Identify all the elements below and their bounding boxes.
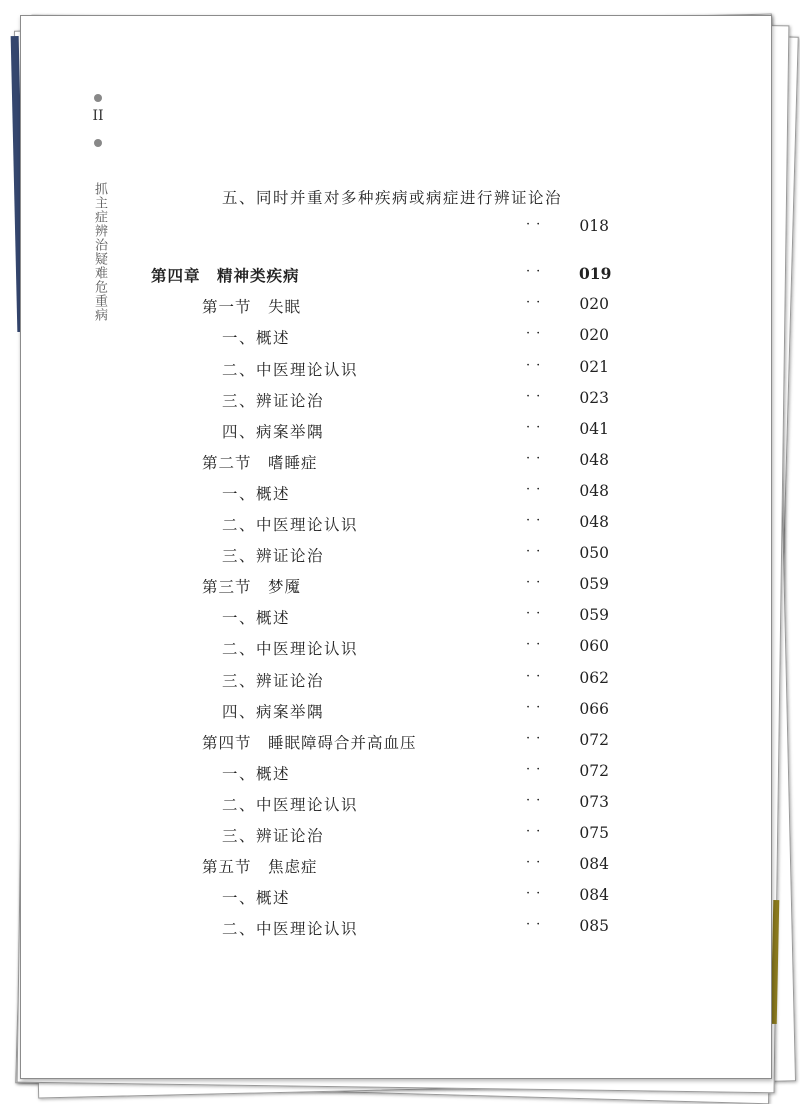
toc-entry-label: 一、概述 xyxy=(222,329,291,347)
toc-page-number: 048 xyxy=(579,513,609,531)
toc-row-item[interactable] xyxy=(21,482,771,504)
toc-entry-label: 四、病案举隅 xyxy=(222,423,325,441)
toc-row-section[interactable] xyxy=(21,855,771,877)
toc-page-number: 066 xyxy=(579,700,609,718)
toc-page-number: 075 xyxy=(579,824,609,842)
toc-entry-label: 一、概述 xyxy=(222,765,291,783)
toc-entry-label: 第二节 嗜睡症 xyxy=(202,454,318,472)
toc-leader-dots: ·· xyxy=(526,669,547,684)
toc-leader-dots: ·· xyxy=(526,762,547,777)
toc-entry-label: 二、中医理论认识 xyxy=(222,920,359,938)
toc-row-item[interactable] xyxy=(21,886,771,908)
toc-entry-label: 一、概述 xyxy=(222,609,291,627)
toc-entry-label: 四、病案举隅 xyxy=(222,703,325,721)
toc-row-item[interactable] xyxy=(21,544,771,566)
toc-entry-label: 二、中医理论认识 xyxy=(222,640,359,658)
toc-entry-label: 二、中医理论认识 xyxy=(222,796,359,814)
toc-page-number: 059 xyxy=(579,575,609,593)
toc-row-item[interactable] xyxy=(21,358,771,380)
page-number: II xyxy=(92,108,104,124)
toc-row-cont[interactable] xyxy=(21,217,771,239)
toc-row-item[interactable] xyxy=(21,326,771,348)
toc-entry-label: 三、辨证论治 xyxy=(222,547,325,565)
toc-page-number: 021 xyxy=(579,358,609,376)
toc-leader-dots: ·· xyxy=(526,420,547,435)
toc-leader-dots: ·· xyxy=(526,824,547,839)
toc-entry-label: 第四章 精神类疾病 xyxy=(151,266,300,285)
toc-entry-label: 第四节 睡眠障碍合并高血压 xyxy=(202,734,417,752)
toc-page-number: 019 xyxy=(579,264,612,283)
toc-page-number: 023 xyxy=(579,389,609,407)
toc-row-item[interactable] xyxy=(21,762,771,784)
toc-leader-dots: ·· xyxy=(526,358,547,373)
toc-page-number: 072 xyxy=(579,731,609,749)
toc-leader-dots: ·· xyxy=(526,451,547,466)
toc-page-number: 085 xyxy=(579,917,609,935)
toc-entry-label: 第五节 焦虑症 xyxy=(202,858,318,876)
toc-leader-dots: ·· xyxy=(526,606,547,621)
toc-entry-label: 一、概述 xyxy=(222,485,291,503)
toc-leader-dots: ·· xyxy=(526,731,547,746)
toc-leader-dots: ·· xyxy=(526,637,547,652)
toc-row-item[interactable] xyxy=(21,606,771,628)
toc-entry-label: 五、同时并重对多种疾病或病症进行辨证论治 xyxy=(222,189,563,207)
toc-entry-label: 三、辨证论治 xyxy=(222,672,325,690)
toc-page-number: 020 xyxy=(579,295,609,313)
toc-leader-dots: ·· xyxy=(526,855,547,870)
toc-row-section[interactable] xyxy=(21,575,771,597)
toc-leader-dots: ·· xyxy=(526,917,547,932)
toc-leader-dots: ·· xyxy=(526,544,547,559)
toc-leader-dots: ·· xyxy=(526,575,547,590)
toc-leader-dots: ·· xyxy=(526,513,547,528)
toc-row-item[interactable] xyxy=(21,186,771,208)
toc-page-number: 050 xyxy=(579,544,609,562)
toc-row-section[interactable] xyxy=(21,295,771,317)
toc-entry-label: 第一节 失眠 xyxy=(202,298,302,316)
toc-page-number: 048 xyxy=(579,451,609,469)
toc-entry-label: 二、中医理论认识 xyxy=(222,516,359,534)
toc-page-number: 060 xyxy=(579,637,609,655)
toc-page-number: 018 xyxy=(579,217,609,235)
toc-page-number: 084 xyxy=(579,886,609,904)
toc-page xyxy=(20,15,772,1079)
toc-page-number: 059 xyxy=(579,606,609,624)
book-title-vertical: 抓主症辨治疑难危重病 xyxy=(92,182,107,322)
toc-row-section[interactable] xyxy=(21,451,771,473)
toc-row-item[interactable] xyxy=(21,917,771,939)
toc-entry-label: 一、概述 xyxy=(222,889,291,907)
toc-entry-label: 三、辨证论治 xyxy=(222,392,325,410)
toc-row-item[interactable] xyxy=(21,669,771,691)
toc-row-item[interactable] xyxy=(21,389,771,411)
toc-page-number: 041 xyxy=(579,420,609,438)
toc-row-chapter[interactable] xyxy=(21,264,771,286)
toc-row-item[interactable] xyxy=(21,793,771,815)
toc-leader-dots: ·· xyxy=(526,389,547,404)
toc-row-item[interactable] xyxy=(21,824,771,846)
toc-leader-dots: ·· xyxy=(526,295,547,310)
toc-page-number: 084 xyxy=(579,855,609,873)
toc-leader-dots: ·· xyxy=(526,482,547,497)
toc-row-section[interactable] xyxy=(21,731,771,753)
toc-leader-dots: ·· xyxy=(526,886,547,901)
toc-entry-label: 第三节 梦魇 xyxy=(202,578,302,596)
toc-entry-label: 三、辨证论治 xyxy=(222,827,325,845)
toc-leader-dots: ·· xyxy=(526,326,547,341)
toc-row-item[interactable] xyxy=(21,700,771,722)
toc-page-number: 048 xyxy=(579,482,609,500)
toc-leader-dots: ·· xyxy=(526,793,547,808)
toc-page-number: 072 xyxy=(579,762,609,780)
toc-row-item[interactable] xyxy=(21,420,771,442)
toc-row-item[interactable] xyxy=(21,513,771,535)
toc-row-item[interactable] xyxy=(21,637,771,659)
toc-leader-dots: ·· xyxy=(526,700,547,715)
toc-entry-label: 二、中医理论认识 xyxy=(222,361,359,379)
toc-page-number: 020 xyxy=(579,326,609,344)
table-of-contents xyxy=(21,16,771,1078)
toc-page-number: 073 xyxy=(579,793,609,811)
toc-leader-dots: ·· xyxy=(526,217,547,232)
toc-leader-dots: ·· xyxy=(526,264,547,279)
toc-page-number: 062 xyxy=(579,669,609,687)
